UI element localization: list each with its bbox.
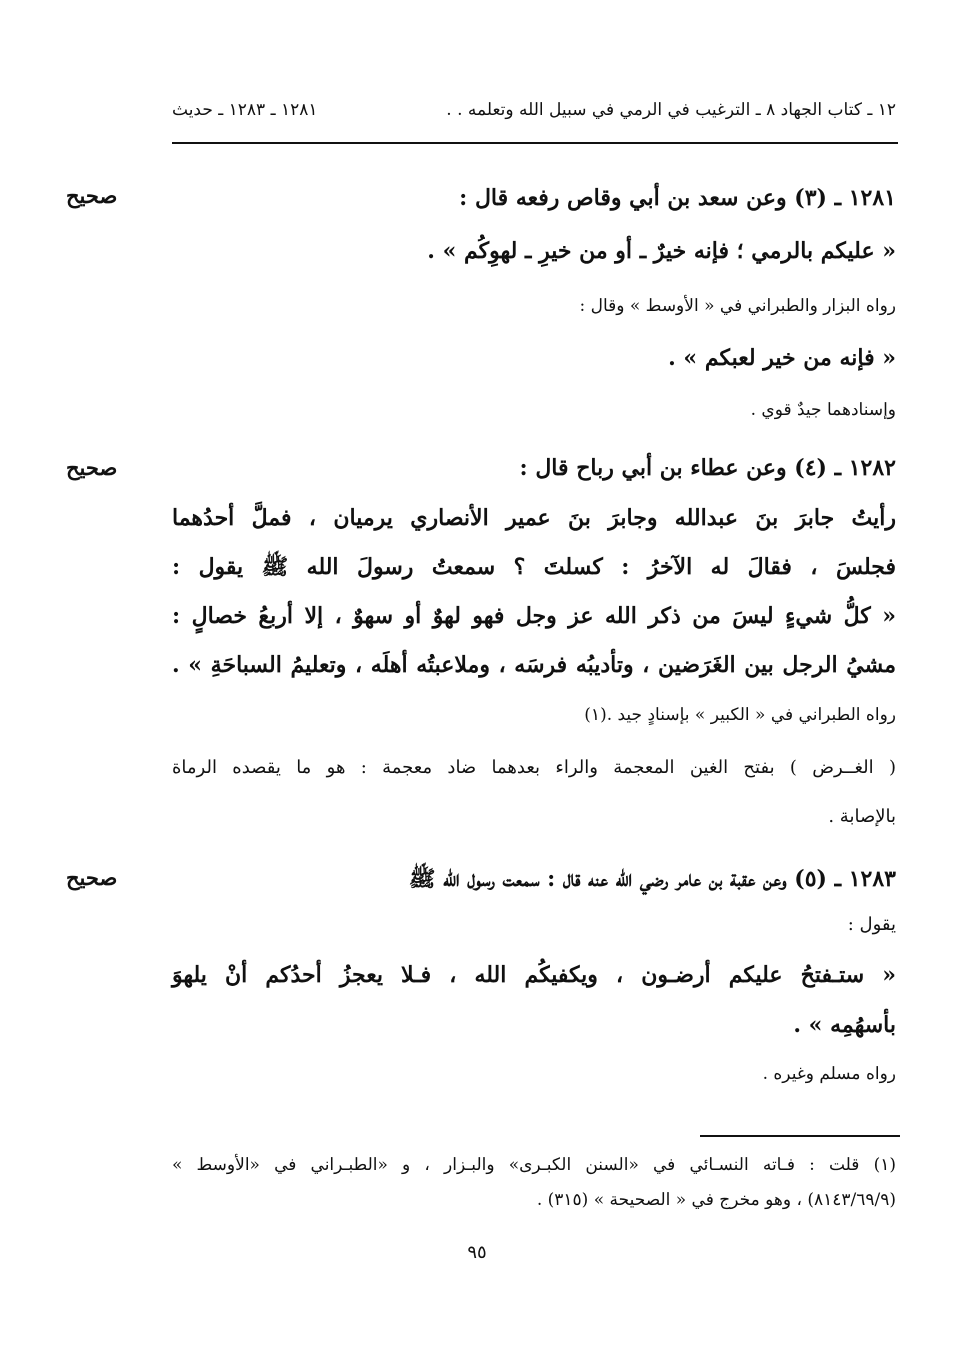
running-header-hadith-range: ١٢٨١ ـ ١٢٨٣ ـ حديث (172, 100, 318, 120)
hadith-1282-source: رواه الطبراني في « الكبير » بإسنادٍ جيد .(١) (584, 705, 896, 725)
hadith-1283-source: رواه مسلم وغيره . (762, 1064, 896, 1084)
hadith-1282-gloss-2: بالإصابة . (828, 806, 896, 827)
footnote-line-1: (١) قلت : فـاته النسـائي في «السنن الكبـرى» والبـزار ، و «الطبـراني في «الأوسط » (172, 1155, 896, 1175)
hadith-1282-text-4: مشيُ الرجل بين الغَرَضين ، وتأديبُه فرسَه ، وملاعبتُه أهلَه ، وتعليمُ السباحَةِ » . (172, 652, 896, 678)
hadith-1282-text-2: فجلسَ ، فقالَ له الآخرُ : كسلتَ ؟ سمعتُ رسولَ الله ﷺ يقول : (172, 554, 896, 580)
hadith-1281-source: رواه البزار والطبراني في « الأوسط » وقال : (579, 296, 896, 316)
page-number: ٩٥ (467, 1242, 487, 1263)
grade-label-1281: صحيح (66, 183, 118, 208)
grade-label-1283: صحيح (66, 865, 118, 890)
running-header-chapter: ١٢ ـ كتاب الجهاد ٨ ـ الترغيب في الرمي في سبيل الله وتعلمه . . (446, 100, 896, 120)
hadith-1282-text-3: « كلُّ شيءٍ ليسَ من ذكر الله عز وجل فهو لهوٌ أو سهوٌ ، إلا أربعُ خصالٍ : (172, 603, 896, 629)
hadith-1283-intro: ١٢٨٣ ـ (٥) وعن عقبة بن عامر رضي الله عنه قال : سمعت رسول الله ﷺ (408, 866, 896, 892)
hadith-1283-text-2: بأسهُمِه » . (793, 1012, 896, 1038)
hadith-1281-grading-note: وإسنادهما جيدٌ قوي . (750, 400, 896, 420)
hadith-1281-variant: « فإنه من خير لعبكم » . (668, 345, 896, 371)
hadith-1282-gloss-1: ( الغــرض ) بفتح الغين المعجمة والراء بعدهما ضاد معجمة : هو ما يقصده الرماة (172, 757, 896, 778)
footnote-line-2: (٨١٤٣/٦٩/٩) ، وهو مخرج في « الصحيحة » (٣١٥) . (536, 1190, 896, 1210)
footnote-rule (700, 1135, 900, 1137)
hadith-1281-intro: ١٢٨١ ـ (٣) وعن سعد بن أبي وقاص رفعه قال : (459, 185, 896, 211)
hadith-1283-intro-cont: يقول : (847, 914, 896, 935)
hadith-1282-intro: ١٢٨٢ ـ (٤) وعن عطاء بن أبي رباح قال : (519, 455, 896, 481)
hadith-1282-text-1: رأيتُ جابرَ بنَ عبدالله وجابرَ بنَ عمير الأنصاري يرميان ، فملَّ أحدُهما (172, 505, 896, 531)
grade-label-1282: صحيح (66, 455, 118, 480)
header-rule (172, 142, 898, 144)
hadith-1283-text-1: « ستـفتحُ عليكم أرضـون ، ويكفيكُم الله ، فـلا يعجزُ أحدُكم أنْ يلهوَ (172, 962, 896, 988)
hadith-1281-text: « عليكم بالرمي ؛ فإنه خيرٌ ـ أو من خيرِ ـ لهوِكُم » . (427, 238, 896, 264)
